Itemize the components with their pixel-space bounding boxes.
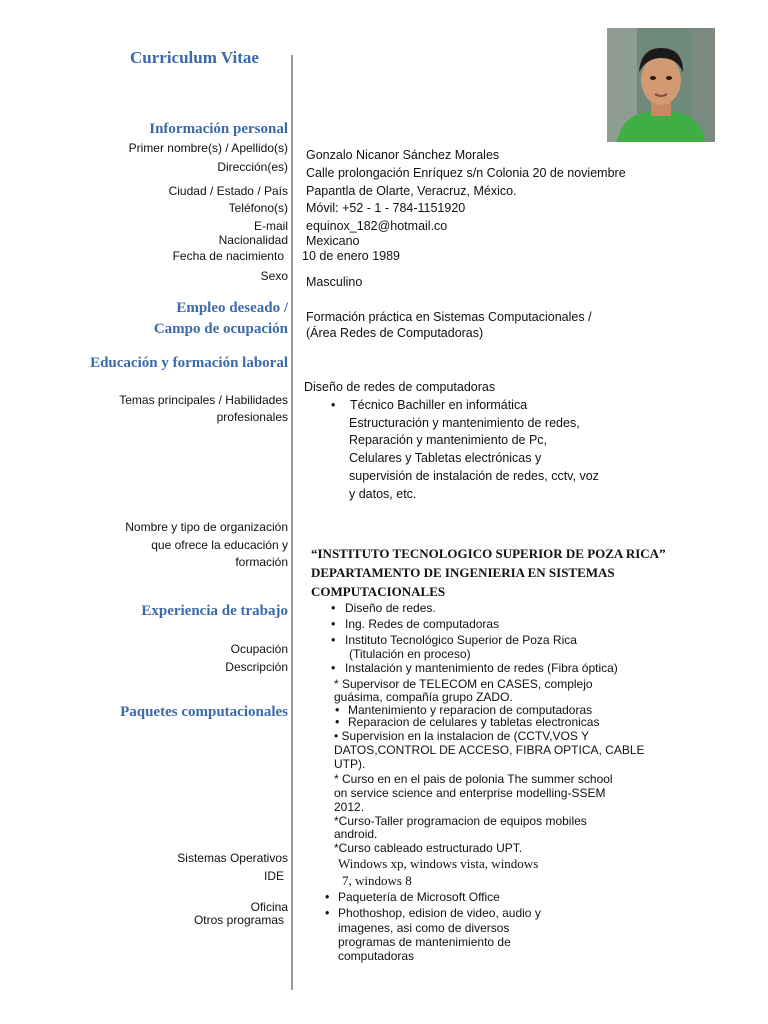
exp-line: guásima, compañía grupo ZADO. (334, 690, 513, 704)
label-org-3: formación (235, 555, 288, 569)
exp-line: • Supervision en la instalacion de (CCTV,VOS Y (334, 729, 589, 743)
org-line: COMPUTACIONALES (311, 584, 446, 599)
label-email: E-mail (253, 219, 288, 233)
value-nationality: Mexicano (306, 234, 360, 248)
os-line: 7, windows 8 (342, 873, 412, 888)
topic-line: Reparación y mantenimiento de Pc, (349, 433, 548, 447)
exp-line: android. (334, 827, 378, 841)
topic-line: supervisión de instalación de redes, cctv, voz (349, 469, 599, 483)
section-experience: Experiencia de trabajo (141, 603, 288, 619)
bullet-dot: • (325, 906, 330, 920)
exp-line: * Supervisor de TELECOM en CASES, complejo (334, 677, 593, 691)
exp-item: Reparacion de celulares y tabletas electronicas (348, 715, 600, 729)
exp-item: Ing. Redes de computadoras (345, 617, 500, 631)
label-occupation: Ocupación (230, 642, 288, 656)
section-software: Paquetes computacionales (120, 704, 288, 720)
os-line: Windows xp, windows vista, windows (338, 856, 539, 871)
bullet-dot: • (331, 633, 336, 647)
value-sex: Masculino (306, 275, 363, 289)
employment-line-1: Formación práctica en Sistemas Computacionales / (306, 310, 592, 324)
org-line: DEPARTAMENTO DE INGENIERIA EN SISTEMAS (311, 565, 615, 580)
value-city: Papantla de Olarte, Veracruz, México. (306, 184, 517, 198)
label-ide: IDE (263, 869, 284, 883)
other-line: computadoras (338, 949, 415, 963)
value-birth: 10 de enero 1989 (302, 249, 401, 263)
exp-line: DATOS,CONTROL DE ACCESO, FIBRA OPTICA, CABLE (334, 743, 645, 757)
exp-item: Instalación y mantenimiento de redes (Fibra óptica) (345, 661, 618, 675)
section-education: Educación y formación laboral (90, 355, 288, 371)
exp-item: Instituto Tecnológico Superior de Poza Rica (345, 633, 577, 647)
exp-item-sub: (Titulación en proceso) (349, 647, 471, 661)
cv-title: Curriculum Vitae (130, 48, 259, 67)
value-phone: Móvil: +52 - 1 - 784-1151920 (306, 201, 466, 215)
vertical-divider (291, 55, 293, 990)
label-address: Dirección(es) (217, 160, 288, 174)
section-personal: Información personal (149, 121, 288, 137)
org-line: “INSTITUTO TECNOLOGICO SUPERIOR DE POZA RICA” (311, 546, 666, 561)
label-os: Sistemas Operativos (177, 851, 288, 865)
label-nationality: Nacionalidad (218, 233, 288, 247)
label-office: Oficina (250, 900, 288, 914)
label-topics-1: Temas principales / Habilidades (119, 393, 288, 407)
other-line: Phothoshop, edision de video, audio y (338, 906, 541, 920)
exp-item: Diseño de redes. (345, 601, 436, 615)
topic-line: y datos, etc. (349, 487, 417, 501)
other-line: imagenes, asi como de diversos (338, 921, 510, 935)
bullet-dot: • (331, 398, 336, 412)
value-name: Gonzalo Nicanor Sánchez Morales (306, 148, 500, 162)
label-topics-2: profesionales (216, 410, 288, 424)
value-address: Calle prolongación Enríquez s/n Colonia 20 de noviembre (306, 166, 626, 180)
label-phone: Teléfono(s) (228, 201, 288, 215)
bullet-dot: • (335, 715, 340, 729)
exp-line: on service science and enterprise modelling-SSEM (334, 786, 606, 800)
exp-line: *Curso-Taller programacion de equipos mobiles (334, 814, 587, 828)
topic-line: Estructuración y mantenimiento de redes, (349, 416, 580, 430)
label-sex: Sexo (260, 269, 288, 283)
exp-line: *Curso cableado estructurado UPT. (334, 841, 523, 855)
label-org-2: que ofrece la educación y (151, 538, 288, 552)
bullet-dot: • (331, 617, 336, 631)
bullet-dot: • (335, 703, 340, 717)
section-employment-1: Empleo deseado / (176, 300, 288, 316)
topic-line: Celulares y Tabletas electrónicas y (349, 451, 542, 465)
label-description: Descripción (225, 660, 288, 674)
label-name: Primer nombre(s) / Apellido(s) (128, 141, 288, 155)
label-city: Ciudad / Estado / País (168, 184, 288, 198)
section-employment-2: Campo de ocupación (153, 321, 288, 337)
employment-line-2: (Área Redes de Computadoras) (306, 326, 484, 340)
bullet-dot: • (331, 661, 336, 675)
office-item: Paquetería de Microsoft Office (338, 890, 500, 904)
exp-item: Mantenimiento y reparacion de computadoras (348, 703, 593, 717)
bullet-dot: • (331, 601, 336, 615)
topic-title: Diseño de redes de computadoras (304, 380, 496, 394)
label-org-1: Nombre y tipo de organización (125, 520, 288, 534)
profile-photo (607, 28, 715, 142)
exp-line: UTP). (334, 757, 366, 771)
exp-line: 2012. (334, 800, 365, 814)
label-birth: Fecha de nacimiento (172, 249, 284, 263)
topic-bullet: Técnico Bachiller en informática (350, 398, 528, 412)
exp-line: * Curso en en el pais de polonia The summer school (334, 772, 613, 786)
label-other: Otros programas (193, 913, 284, 927)
bullet-dot: • (325, 890, 330, 904)
other-line: programas de mantenimiento de (338, 935, 511, 949)
value-email: equinox_182@hotmail.co (306, 219, 448, 233)
